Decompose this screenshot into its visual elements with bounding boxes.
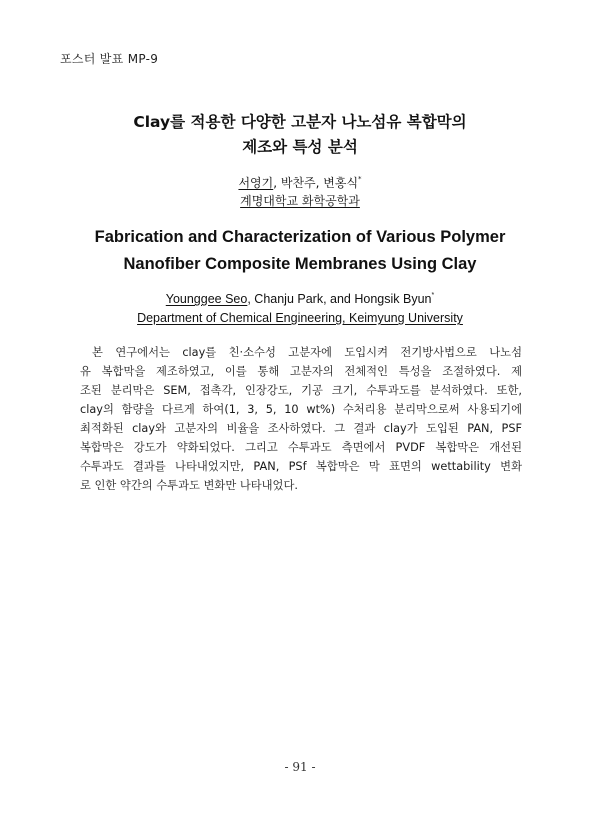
korean-title-line-2: 제조와 특성 분석	[242, 138, 358, 156]
abstract-line: 본 연구에서는 clay를 친·소수성 고분자에 도입시켜 전기방사법으로 나노섬	[92, 346, 522, 359]
abstract-line: clay의 함량을 다르게 하여(1, 3, 5, 10 wt%) 수처리용 분리막으로써 사용되기에	[80, 403, 522, 416]
abstract-line: 조된 분리막은 SEM, 접촉각, 인장강도, 기공 크기, 수투과도를 분석하였다. 또한,	[80, 384, 522, 397]
english-title-line-1: Fabrication and Characterization of Various Polymer	[94, 228, 506, 246]
english-affiliation: Department of Chemical Engineering, Keimyung University	[137, 311, 463, 325]
korean-presenter-name: 서영기	[238, 176, 274, 190]
abstract-line: 최적화된 clay와 고분자의 비율을 조사하였다. 그 결과 clay가 도입된 PAN, PSF	[80, 422, 522, 435]
english-title-line-2: Nanofiber Composite Membranes Using Clay	[123, 255, 477, 273]
korean-affiliation: 계명대학교 화학공학과	[240, 194, 360, 208]
korean-coauthors: , 박찬주, 변홍식	[273, 176, 359, 190]
english-coauthors: , Chanju Park, and Hongsik Byun	[247, 292, 432, 306]
english-authors	[0, 290, 600, 309]
korean-authors	[0, 174, 600, 192]
abstract-line: 유 복합막을 제조하였고, 이를 통해 고분자의 전체적인 특성을 조절하였다. 제	[80, 365, 522, 378]
korean-title-line-1: Clay를 적용한 다양한 고분자 나노섬유 복합막의	[133, 113, 467, 131]
abstract-line: 복합막은 강도가 약화되었다. 그리고 수투과도 측면에서 PVDF 복합막은 개선된	[80, 441, 522, 454]
korean-corresponding-mark: *	[358, 175, 362, 183]
english-corresponding-mark: *	[431, 292, 435, 299]
abstract-body	[80, 343, 522, 495]
english-presenter-name: Younggee Seo	[165, 292, 248, 306]
abstract-line: 수투과도 결과를 나타내었지만, PAN, PSf 복합막은 막 표면의 wettability 변화	[80, 460, 522, 473]
page-number: - 91 -	[284, 760, 316, 774]
session-label: 포스터 발표 MP-9	[60, 52, 159, 66]
abstract-line: 로 인한 약간의 수투과도 변화만 나타내었다.	[80, 479, 298, 492]
